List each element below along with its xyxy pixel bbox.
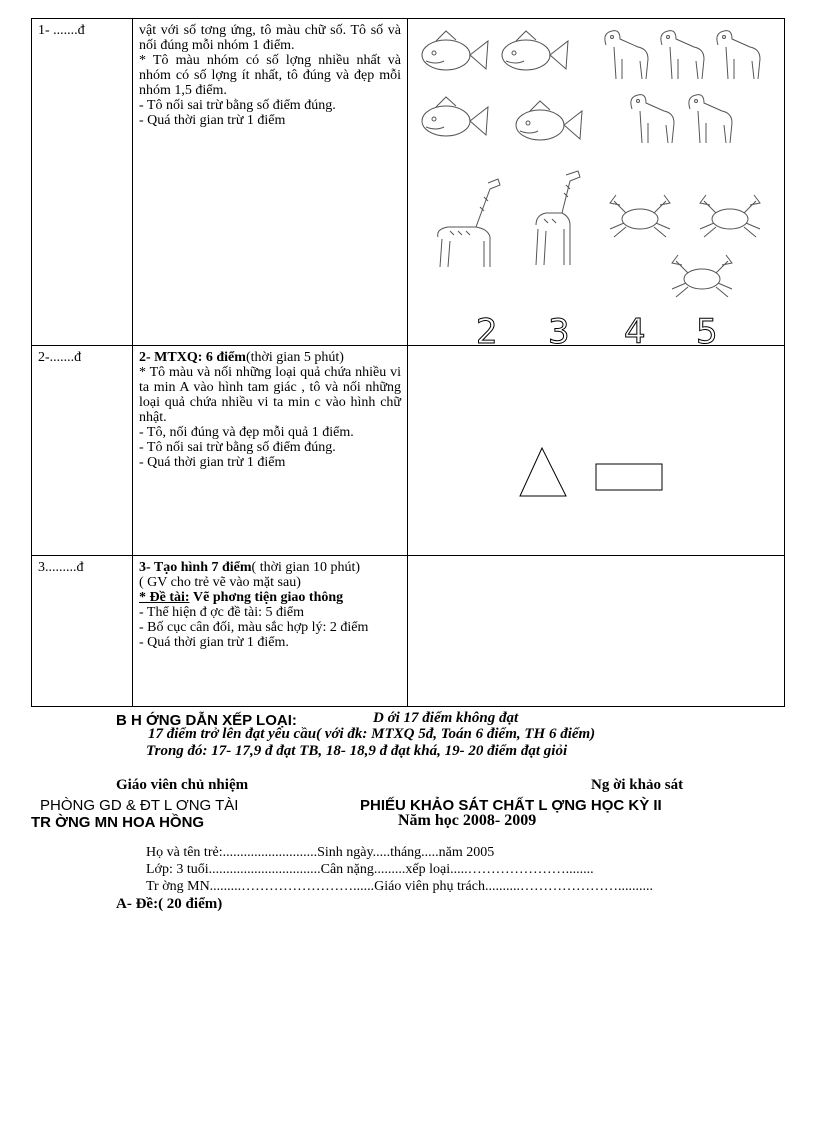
fish-icon — [422, 31, 488, 70]
section-heading-rest: ( thời gian 10 phút) — [251, 560, 361, 575]
criteria-text — [133, 346, 407, 470]
criteria-line: - Thể hiện đ ợc đề tài: 5 điểm — [139, 605, 304, 620]
empty-cell — [408, 556, 785, 707]
criteria-line: - Bố cục cân đối, màu sắc hợp lý: 2 điểm — [139, 620, 369, 635]
section-heading: 2- MTXQ: 6 điểm — [139, 350, 246, 365]
giraffe-icon — [536, 171, 580, 265]
school-year: Năm học 2008- 2009 — [398, 812, 537, 829]
digit-label: 3 — [548, 312, 570, 345]
fish-icon — [502, 31, 568, 70]
school-name: TR ỜNG MN HOA HỒNG — [31, 814, 205, 831]
criteria-line: * Tô màu và nối những loại quả chứa nhiều vi ta min A vào hình tam giác , tô và nối những loại quả chứa nhiều vi ta min c vào hình chữ nhật. — [139, 365, 401, 425]
criteria-line: - Tô, nối đúng và đẹp mỗi quả 1 điểm. — [139, 425, 354, 440]
fish-icon — [422, 97, 488, 136]
department-name: PHÒNG GD & ĐT L ƠNG TÀI — [40, 797, 239, 814]
triangle-shape — [520, 448, 566, 496]
picture-cell — [408, 19, 785, 346]
rules-fail: D ới 17 điểm không đạt — [373, 710, 519, 726]
criteria-line: - Tô nối sai trừ bằng số điểm đúng. — [139, 440, 336, 455]
rules-grades: Trong đó: 17- 17,9 đ đạt TB, 18- 18,9 đ đạt khá, 19- 20 điểm đạt giỏi — [146, 743, 568, 759]
rules-pass: 17 điểm trở lên đạt yêu cầu( với đk: MTXQ 5đ, Toán 6 điểm, TH 6 điểm) — [148, 726, 596, 742]
criteria-text — [133, 556, 407, 650]
score-label: 3.........đ — [38, 560, 84, 575]
criteria-line: - Quá thời gian trừ 1 điểm — [139, 455, 286, 470]
section-heading: 3- Tạo hình 7 điểm — [139, 560, 252, 575]
criteria-cell — [133, 556, 408, 707]
score-cell — [32, 346, 133, 556]
table-row — [32, 556, 785, 707]
student-info-line: Tr ờng MN.........……………………......Giáo viên phụ trách..........………………….......... — [146, 879, 653, 894]
digit-label: 4 — [624, 312, 646, 345]
topic-text: Vẽ phơng tiện giao thông — [193, 590, 344, 605]
signature-examiner: Ng ời khảo sát — [591, 777, 684, 793]
score-cell — [32, 556, 133, 707]
score-label: 2-.......đ — [38, 350, 82, 365]
deer-icon — [689, 95, 732, 143]
criteria-cell — [133, 19, 408, 346]
section-heading-rest: (thời gian 5 phút) — [245, 350, 344, 365]
page-title: PHIẾU KHẢO SÁT CHẤT L ỢNG HỌC KỲ II — [360, 797, 662, 814]
criteria-line: vật với số tơng ứng, tô màu chữ số. Tô số và nối đúng mỗi nhóm 1 điểm. — [139, 23, 401, 53]
signature-teacher: Giáo viên chủ nhiệm — [116, 777, 249, 793]
shapes-illustration — [408, 346, 784, 550]
criteria-line: - Quá thời gian trừ 1 điểm — [139, 113, 286, 128]
student-info-line: Họ và tên trẻ:...........................Sinh ngày.....tháng.....năm 2005 — [146, 845, 495, 860]
animal-illustrations — [408, 19, 784, 345]
student-info-line: Lớp: 3 tuổi................................Cân nặng.........xếp loại.....…………………........ — [146, 862, 594, 877]
digit-label: 5 — [696, 312, 718, 345]
topic-label: * Đề tài: — [139, 590, 190, 605]
criteria-text — [133, 19, 407, 128]
score-cell — [32, 19, 133, 346]
rectangle-shape — [596, 464, 662, 490]
table-row — [32, 19, 785, 346]
deer-icon — [631, 95, 674, 143]
fish-icon — [516, 101, 582, 140]
section-heading: A- Đề:( 20 điểm) — [116, 896, 223, 912]
criteria-line: - Tô nối sai trừ bằng số điểm đúng. — [139, 98, 336, 113]
giraffe-icon — [438, 179, 500, 267]
crab-icon — [672, 255, 732, 297]
deer-icon — [661, 31, 704, 79]
criteria-line: - Quá thời gian trừ 1 điểm. — [139, 635, 289, 650]
rules-title: B H ỚNG DẪN XẾP LOẠI: — [116, 712, 297, 729]
score-label: 1- .......đ — [38, 23, 85, 38]
criteria-line: * Tô màu nhóm có số lợng nhiều nhất và nhóm có số lợng ít nhất, tô đúng và đẹp mỗi nhóm 1,5 điểm. — [139, 53, 401, 98]
grading-table — [31, 18, 785, 707]
crab-icon — [700, 195, 760, 237]
criteria-note: ( GV cho trẻ vẽ vào mặt sau) — [139, 575, 301, 590]
table-row — [32, 346, 785, 556]
counting-pictures — [408, 19, 784, 345]
deer-icon — [717, 31, 760, 79]
deer-icon — [605, 31, 648, 79]
digit-label: 2 — [476, 312, 498, 345]
crab-icon — [610, 195, 670, 237]
criteria-cell — [133, 346, 408, 556]
shapes-cell — [408, 346, 785, 556]
